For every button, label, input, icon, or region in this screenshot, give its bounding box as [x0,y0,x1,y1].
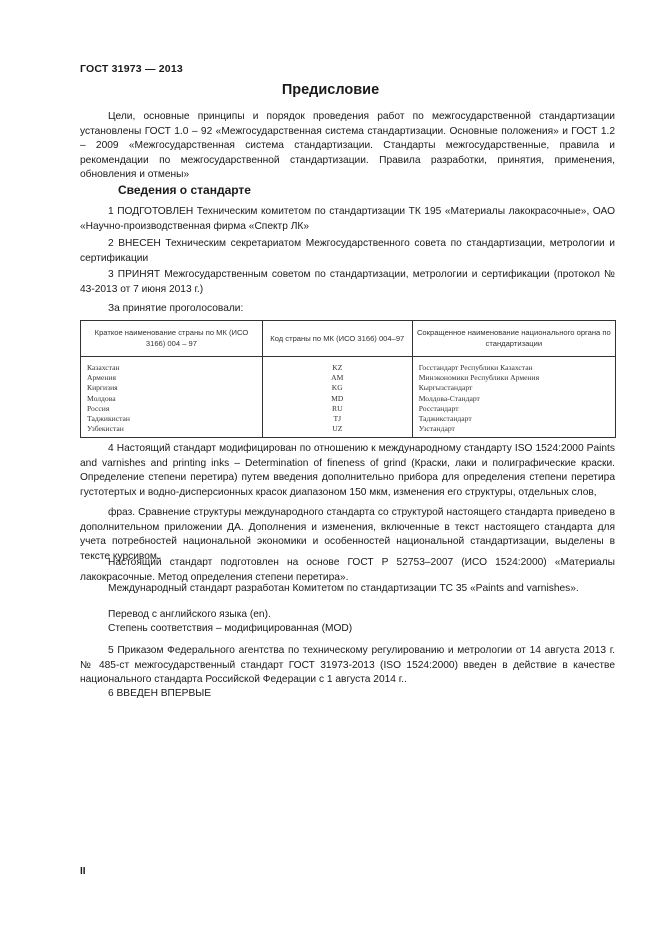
country-cell: Россия [81,404,263,414]
body-cell: Таджикстандарт [418,414,472,424]
document-code: ГОСТ 31973 — 2013 [80,63,183,75]
intro-paragraph: Цели, основные принципы и порядок проведения работ по межгосударственной стандартизации установлены ГОСТ 1.0 – 92 «Межгосударственная система стандартизации. Основные положения» и ГОСТ 1.2 – 2009 «Межгосударственная система стандартизации. Стандарты межгосударственные, правила и рекомендации по межгосударственной стандартизации. Правила разработки, принятия, применения, обновления и отмены» [80,111,615,181]
item-4-translation: Перевод с английского языка (en). [108,609,271,620]
item-4-basis: Настоящий стандарт подготовлен на основе ГОСТ Р 52753–2007 (ИСО 1524:2000) «Материалы лакокрасочные. Метод определения степени перетира». [80,557,615,583]
table-header-body: Сокращенное наименование национального органа по стандартизации [412,321,615,357]
page-number: II [80,866,86,877]
code-cell: TJ [262,414,412,424]
body-cell: Узстандарт [418,424,455,434]
voted-label: За принятие проголосовали: [108,303,244,314]
table-row [81,383,616,393]
item-6: 6 ВВЕДЕН ВПЕРВЫЕ [108,688,212,699]
item-2: 2 ВНЕСЕН Техническим секретариатом Межгосударственного совета по стандартизации, метрологии и сертификации [80,238,615,264]
code-cell: KZ [262,357,412,374]
table-row [81,373,616,383]
section-title: Сведения о стандарте [118,183,251,197]
page-title: Предисловие [281,82,380,98]
item-5: 5 Приказом Федерального агентства по техническому регулированию и метрологии от 14 августа 2013 г. № 485-ст межгосударственный стандарт ГОСТ 31973-2013 (ISO 1524:2000) введен в действие в качестве национального стандарта Российской Федерации с 1 августа 2014 г.. [80,645,615,686]
body-cell: Госстандарт Республики Казахстан [418,363,533,372]
table-row [81,357,616,374]
voting-table [80,320,616,438]
body-cell: Кыргызстандарт [418,383,473,393]
table-row [81,414,616,424]
item-4-paragraph: 4 Настоящий стандарт модифицирован по отношению к международному стандарту ISO 1524:2000 Paints and varnishes and printing inks – Determination of fineness of grind (Краски, лаки и полиграфические краски. Определение степени перетира) путем введения дополнительно прибора для определения степени перетира густотертых и водно-дисперсионных красок диапазоном 150 мкм, изменения его структуры, отдельных слов, [80,443,615,498]
country-cell: Молдова [81,394,263,404]
item-4-conformity: Степень соответствия – модифицированная (MOD) [108,623,353,634]
code-cell: KG [262,383,412,393]
code-cell: RU [262,404,412,414]
item-1: 1 ПОДГОТОВЛЕН Техническим комитетом по стандартизации ТК 195 «Материалы лакокрасочные», ОАО «Научно-производственная фирма «Спектр ЛК» [80,206,615,232]
code-cell: AM [262,373,412,383]
country-cell: Таджикистан [81,414,263,424]
item-3: 3 ПРИНЯТ Межгосударственным советом по стандартизации, метрологии и сертификации (протокол № 43-2013 от 7 июня 2013 г.) [80,269,615,295]
country-cell: Казахстан [81,357,263,374]
table-row [81,394,616,404]
country-cell: Армения [81,373,263,383]
body-cell: Росстандарт [418,403,459,413]
table-header-country: Краткое наименование страны по МК (ИСО 3166) 004 – 97 [81,321,263,357]
code-cell: MD [262,394,412,404]
body-cell: Минэкономики Республики Армения [418,373,540,383]
code-cell: UZ [262,424,412,438]
body-cell: Молдова-Стандарт [418,393,480,403]
table-row [81,404,616,414]
table-header-row [81,321,616,357]
item-4-committee: Международный стандарт разработан Комитетом по стандартизации ТС 35 «Paints and varnishes». [108,583,579,594]
country-cell: Киргизия [81,383,263,393]
table-row [81,424,616,438]
country-cell: Узбекистан [81,424,263,438]
item-4-comparison: фраз. Сравнение структуры международного стандарта со структурой настоящего стандарта приведено в дополнительном приложении ДА. Дополнения и изменения, включенные в текст настоящего стандарта для учета потребностей национальной экономики и особенностей национальной стандартизации, выделены в тексте курсивом. [80,507,615,562]
table-header-code: Код страны по МК (ИСО 3166) 004–97 [262,321,412,357]
